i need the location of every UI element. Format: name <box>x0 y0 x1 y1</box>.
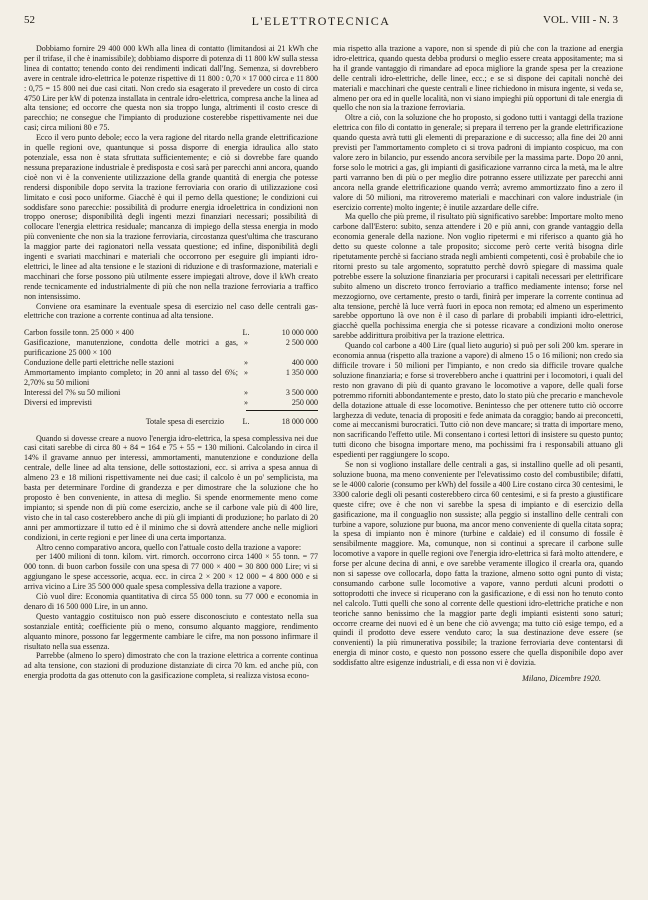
left-column <box>24 44 318 681</box>
row-currency: L. <box>242 328 250 338</box>
row-currency: » <box>243 397 249 407</box>
table-row <box>24 338 318 358</box>
row-label: Ammortamento impianto completo; in 20 anni al tasso del 6%; 2,70% su 50 milioni <box>24 368 238 387</box>
expense-table <box>24 328 318 426</box>
total-rule <box>246 410 318 411</box>
row-label: Conduzione delle parti elettriche nelle stazioni <box>24 358 174 368</box>
table-row <box>24 388 318 398</box>
volume-issue: VOL. VIII - N. 3 <box>543 14 618 26</box>
page-number: 52 <box>24 14 35 26</box>
paragraph: Parrebbe (almeno lo spero) dimostrato che con la trazione elettrica a corrente continua ad alta tensione, con stazioni di produzione distanziate di circa 70 km. ed anche più, con energia prodotta da gas ottenuto con la gasificazione completa, si realizza vistosa econo- <box>24 651 318 681</box>
paragraph: Quando si dovesse creare a nuovo l'energia idro-elettrica, la spesa complessiva nei due casi citati sarebbe di circa 80 + 84 = 164 e 75 + 55 = 130 milioni. Calcolando in circa il 14% il gravame annuo per interessi, ammortamenti, manutenzione e conduzione della centrale, delle linee ad alta tensione, delle sottostazioni, ecc. si arriva a spesa annua di almeno 23 e 18 milioni rispettivamente nei due casi; il calcolo è un po' semplicista, ma basta per determinare l'ordine di grandezza e per dimostrare che la soluzione che ho proposto è ben conveniente, in attesa di meglio. Si spende enormemente meno come impianto; si spende non di più come esercizio, anche se il carbone vale più di 400 lire, visto che in tal caso costerebbero anche di più gli impianti di produzione; ho parlato di 20 anni per ammortizzare il tutto ed è il minimo che si dovrà attendere anche nelle migliori condizioni, in certe regioni e per linee di una certa importanza. <box>24 433 318 542</box>
table-total-row <box>24 417 318 427</box>
row-amount: 2 500 000 <box>285 338 318 348</box>
row-amount: 10 000 000 <box>281 328 318 338</box>
row-amount: 250 000 <box>291 397 318 407</box>
paragraph: Conviene ora esaminare la eventuale spesa di esercizio nel caso delle centrali gas-elettriche con trazione a corrente continua ad alta tensione. <box>24 301 318 321</box>
paragraph: Ecco il vero punto debole; ecco la vera ragione del ritardo nella grande elettrificazione in quelle regioni ove, quantunque si possa disporre di energia idraulica allo stato potenziale, essa non è stata sfruttata sufficientemente; e ciò si dovrebbe fare quando nessuna preparazione industriale è predisposta e così sarà per parecchi anni ancora, quando cioè non vi è la conveniente utilizzazione della grande quantità di energia che potesse rendersi disponibile dopo servita la trazione ferroviaria con orario di utilizzazione così limitato e così poco uniforme. Giacchè è qui il perno della questione; le condizioni cui soddisfare sono parecchie: possibilità di produrre energia idroelettrica in condizioni non troppo onerose; disponibilità degli ingenti mezzi finanziari necessari; possibilità di collocare l'energia elettrica residuale; mancanza di impiego della stessa energia in modo più conveniente che non sia la trazione ferroviaria, circostanza quest'ultima che trascurano la maggior parte dei ragionatori nella vessata questione; ed infine, disponibilità degli ingenti e svariati macchinari e materiali che occorrono per eseguire gli impianti idro-elettrici, le linee ad alta tensione e le stazioni di riduzione e di trasformazione, materiali e macchinari che forse possono più utilmente essere impiegati altrove, dove il kWh creato rende tecnicamente ed industrialmente di più che non nella trazione ferroviaria a traffico non intensissimo. <box>24 133 318 301</box>
paragraph: Dobbiamo fornire 29 400 000 kWh alla linea di contatto (limitandosi ai 21 kWh che per il trifase, il che è inamissibile); dobbiamo disporre di potenza di 11 800 kW sulla stessa linea di contatto; tenendo conto dei rendimenti indicati dall'Ing. Semenza, si dovrebbero avere in centrale idro-elettrica le potenze rispettive di 11 800 : 0,70 × 17 000 circa e 11 800 : 0,75 = 15 800 nei due casi citati. Non credo sia esagerato il prevedere un costo di circa 4750 Lire per kW di potenza installata in centrale idro-elettrica, compresa anche la linea ad alta tensione; ed occorre che questa non sia troppo lunga, altrimenti il costo cresce di parecchio; ne consegue che l'impianto di produzione costerebbe rispettivamente nei due casi; circa milioni 80 e 75. <box>24 44 318 133</box>
paragraph: mia rispetto alla trazione a vapore, non si spende di più che con la trazione ad energia idro-elettrica, quando questa debba prodursi o meglio essere creata appositamente; ma si ha il grande vantaggio di rimandare ad epoca migliore la grande spesa per la creazione delle centrali idro-elettriche, delle linee, ecc.; e se si dispone dei capitali nonchè dei materiali e macchinari che queste centrali e linee richiedono in misura ingente, si veda se, almeno per ora ed in quelle località, non vi siano impieghi più opportuni di tale energia di quello che non sia la trazione ferroviaria. <box>333 44 623 113</box>
row-currency: » <box>243 368 249 377</box>
row-amount: 400 000 <box>291 358 318 368</box>
row-label: Gasificazione, manutenzione, condotta delle motrici a gas, purificazione 25 000 × 100 <box>24 338 238 358</box>
total-amount: 18 000 000 <box>281 416 318 426</box>
paragraph: Se non si vogliono installare delle centrali a gas, si installino quelle ad oli pesanti, soluzione buona, ma meno conveniente per l'elevatissimo costo del combustibile; difatti, se le 4000 calorie (consumo per kWh) del fossile a 400 Lire costano circa 30 centesimi, le 3300 calorie degli oli pesanti costerebbero circa 60 centesimi, e si fa presto a giustificare queste cifre; ove è che non vi sarebbe la spesa di impianto e di esercizio della gasificazione, ma il conguaglio non sussiste; alla peggio si installino delle centrali con turbine a vapore, soluzione pur buona, ma ancor meno conveniente di quella citata sopra; la spesa di impianto non è minore (turbine e caldaie) ed il consumo di fossile è sensibilmente maggiore. Ma, comunque, non si continui a sprecare il carbone sulle locomotive a vapore in quelle regioni ove l'energia idro-elettrica si farà molto attendere, e forse per alcune decina di anni, e ove sarebbe veramente illogico il crearla ora, quando non si sapesse ove collocarla, dopo fatta la trazione, almeno sotto ogni punto di vista; consumando carbone sulle locomotive a vapore, vanno perduti alcuni prodotti o sottoprodotti che invece si ricuperano con la gasificazione, e di essi non ho tenuto conto nel calcolo. Tutti quelli che sono al corrente delle questioni idro-elettriche pratiche e non teoriche sanno benissimo che la maggior parte degli impianti esistenti sono saturi; occorre crearne dei nuovi ed è un bene che ciò avvenga; ma tutto ciò esige tempo, ed a quindi il prodotto deve essere venduto caro; la sua destinazione deve essere (se convenienti) la più rimunerativa possibile; la trazione ferroviaria deve contentarsi di energia di minor costo, e questo non possono essere che quella disponibile dopo aver soddisfatto altre esigenze industriali, e di essa non vi è dovizia. <box>333 460 623 668</box>
row-label: Diversi ed imprevisti <box>24 397 92 407</box>
table-row <box>24 398 318 408</box>
page-header <box>24 14 618 30</box>
table-row <box>24 368 318 388</box>
row-currency: » <box>243 338 249 348</box>
total-label: Totale spesa di esercizio <box>145 416 224 426</box>
paragraph: Quando col carbone a 400 Lire (qual lieto augurio) si può per soli 200 km. sperare in economia annua (rispetto alla trazione a vapore) di almeno 15 o 16 milioni; non credo sia difficile trovare i 50 milioni per l'impianto, e non credo sia difficile trovare qualche soluzione finanziaria; e forse si troverebbero anche i quattrini per i locomotori, i quali del resto non gravano di più di quanto gravano le locomotive a vapore, delle quali forse potremmo riforniti abbondantemente e presto, dato lo stato più che precario e manchevole della dotazione attuale di esse locomotive. Benintesso che per ottenere tutto ciò occorre larghezza di vedute, tenacia di propositi e fede animata da coraggio; bando ai preconcetti, come ai meccanismi burocratici. Tutto ciò non deve mancare; si tratta di importare meno, non sacrificando l'effetto utile. Mi consentano i cortesi lettori di insistere su questo punto; tutti dicono che bisogna importare meno, ma pochissimi fra i responsabili attuano gli espedienti per raggiungere lo scopo. <box>333 341 623 460</box>
journal-title: L'ELETTROTECNICA <box>251 14 391 28</box>
signature-dateline: Milano, Dicembre 1920. <box>522 674 601 684</box>
row-amount: 3 500 000 <box>285 387 318 397</box>
paragraph: Altro cenno comparativo ancora, quello con l'attuale costo della trazione a vapore: <box>36 542 302 552</box>
table-row <box>24 328 318 338</box>
paragraph: per 1400 milioni di tonn. kilom. virt. rimorch. occorrono circa 1400 × 55 tonn. = 77 000 tonn. di buon carbon fossile con una spesa di 77 000 × 400 = 30 800 000 Lire; vi si aggiungano le spese accessorie, acqua. ecc. in circa 2 × 200 × 12 000 = 4 800 000 e si arriva vicino a Lire 35 500 000 quale spesa complessiva della trazione a vapore. <box>24 552 318 592</box>
row-label: Carbon fossile tonn. 25 000 × 400 <box>24 328 134 338</box>
row-currency: » <box>243 358 249 368</box>
table-row <box>24 358 318 368</box>
right-column <box>333 44 623 684</box>
row-currency: » <box>243 387 249 397</box>
row-amount: 1 350 000 <box>285 368 318 377</box>
row-label: Interessi del 7% su 50 milioni <box>24 387 121 397</box>
paragraph: Ciò vuol dire: Economia quantitativa di circa 55 000 tonn. su 77 000 e economia in denaro di 16 500 000 Lire, in un anno. <box>24 592 318 611</box>
paragraph: Oltre a ciò, con la soluzione che ho proposto, si godono tutti i vantaggi della trazione elettrica con filo di contatto in generale; si prepara il terreno per la grande elettrificazione quando questa avrà tutti gli elementi di preparazione e di successo; alla fine dei 20 anni previsti per l'ammortamento completo ci si trova padroni di impianto cospicuo, ma con valore zero in bilancio, pur essendo ancora servibile per la massima parte. Dopo 20 anni, forse solo le motrici a gas, gli impianti di gasificazione varranno circa la metà, ma le altre parti varranno ben di più o per meglio dire potranno essere utilizzate per parecchi anni ancora nella grande elettrificazione quando verrà; avremo ammortizzato fino a zero il valore di 50 milioni, ma ritroveremo materiali e macchinari con valore industriale (in esercizio corrente) molto ingente; è inutile azzardare delle cifre. <box>333 113 623 212</box>
total-currency: L. <box>242 416 250 426</box>
paragraph: Ma quello che più preme, il risultato più significativo sarebbe: Importare molto meno carbone dall'Estero: subito, senza attendere i 20 e più anni, con grande vantaggio della economia generale della nazione. Non voglio ripetermi e mi riferisco a quanto già ho detto su queste colonne a tale proposito; siccome però certe verità bisogna dirle ripetutamente perchè si facciano strada negli ambienti competenti, così è probabile che io ritorni presto su tale argomento, sopratutto perchè dovrò spiegare di massima quale potrebbe essere la soluzione finanziaria per procurarsi i capitali necessari per elettrificare subito almeno un discreto tronco ferroviario a traffico mediamente intenso; forse nel mezzogiorno, ove certamente, presto o tardi, finirà per imperare la corrente continua ad alta tensione, perchè là luce verrà fuori in epoca non remota; ed almeno un esperimento sarebbe opportuno là ove non è il caso di parlare di probabili impianti idro-elettrici, giacchè quella pochissima energia che si potesse ricavare a condizioni molto onerose sarebbe addirittura proibitiva per la trazione elettrica. <box>333 212 623 341</box>
paragraph: Questo vantaggio costituisco non può essere disconosciuto e contestato nella sua sostanziale entità; coefficiente più o meno, consumo alquanto maggiore, rendimento alquanto minore, possono far leggermente cambiare le cifre, ma non possono infirmare il risultato nella sua essenza. <box>24 611 318 651</box>
